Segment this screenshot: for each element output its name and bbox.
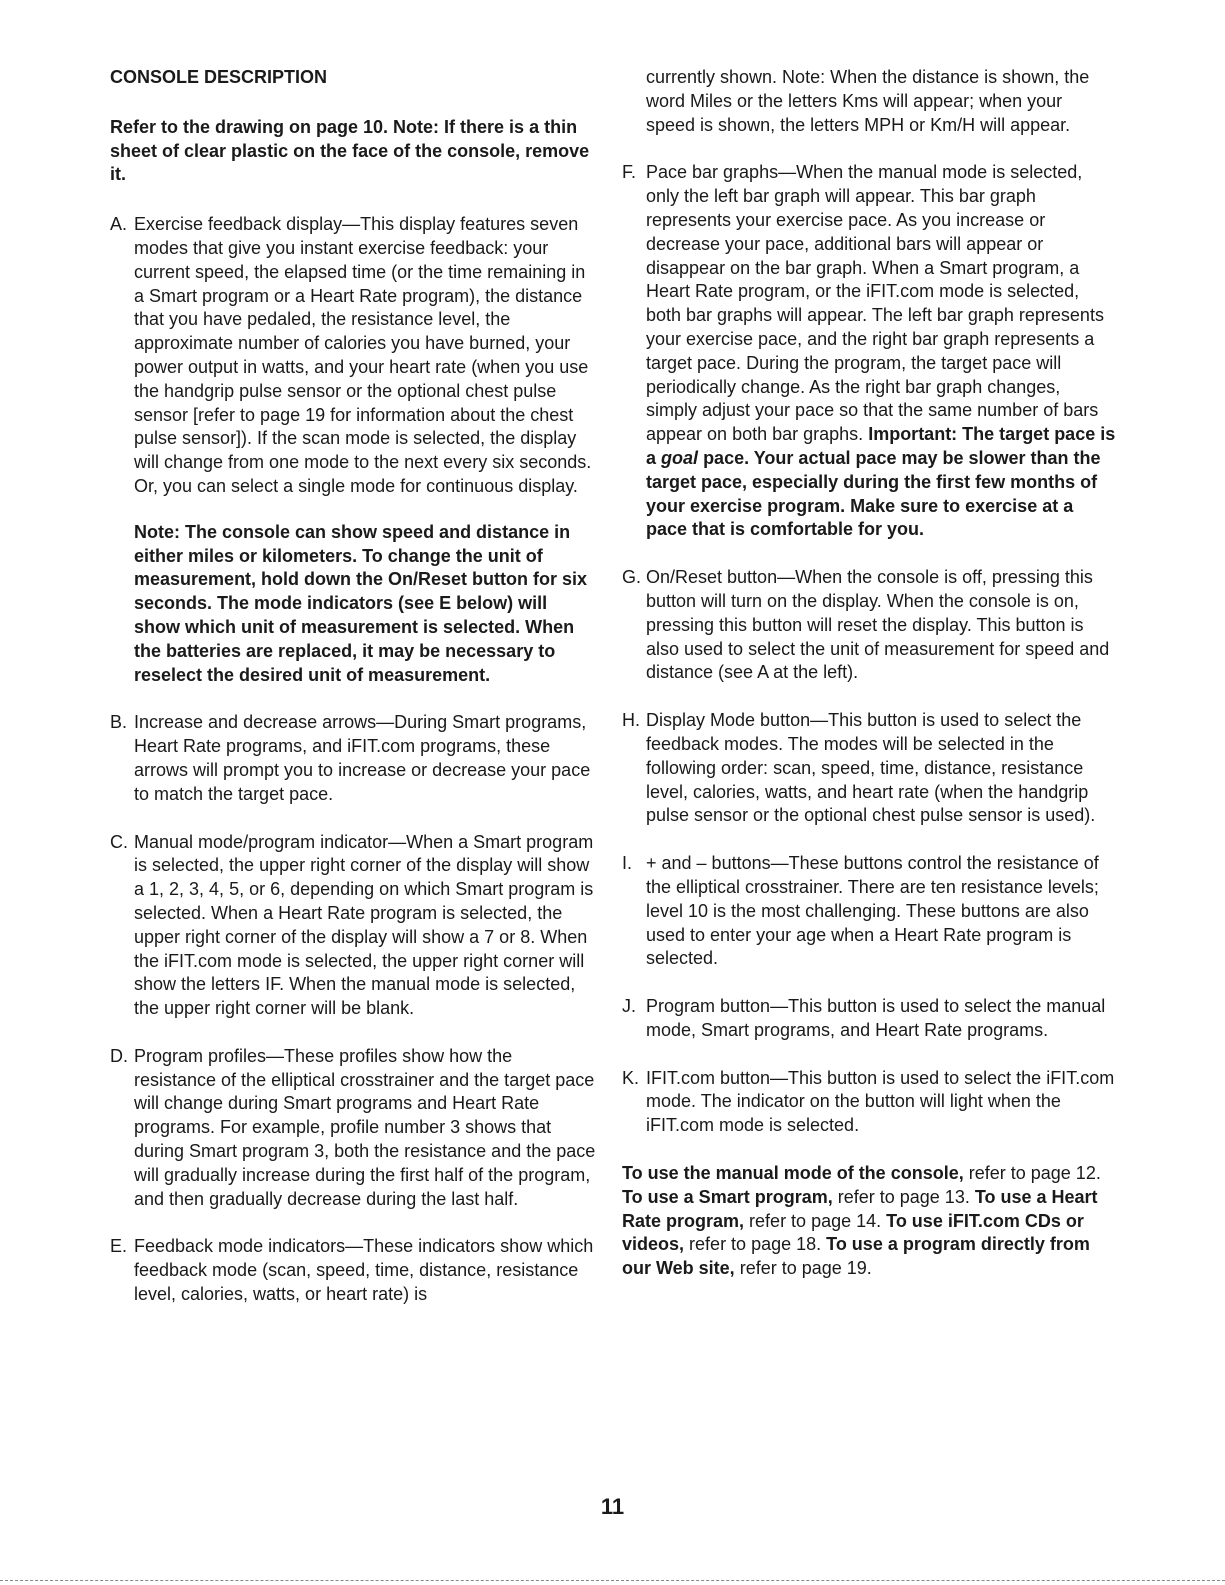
ref-text: refer to page 14. <box>749 1210 882 1231</box>
item-h <box>622 709 1116 828</box>
page-number: 11 <box>600 1494 625 1519</box>
item-text: Increase and decrease arrows—During Smart programs, Heart Rate programs, and iFIT.com programs, these arrows will prompt you to increase or decrease your pace to match the target pace. <box>134 712 591 804</box>
item-letter: J. <box>622 996 637 1017</box>
item-k <box>622 1067 1116 1138</box>
item-j <box>622 995 1116 1043</box>
important-text-a: Important: The target pace is a <box>646 424 1116 468</box>
item-f <box>622 161 1116 542</box>
ref-text: refer to page 18. <box>689 1234 822 1255</box>
cross-references <box>622 1162 1116 1281</box>
ref-ifit-cds: To use iFIT.com CDs or videos, <box>622 1210 1084 1255</box>
item-text: Exercise feedback display—This display features seven modes that give you instant exercise feedback: your current speed, the elapsed time (or the time remaining in a Smart program or a Heart Rate program), the distance that you have pedaled, the resistance level, the approximate number of calories you have burned, your power output in watts, and your heart rate (when you use the handgrip pulse sensor or the optional chest pulse sensor [refer to page 19 for information about the chest pulse sensor]). If the scan mode is selected, the display will change from one mode to the next every six seconds. Or, you can select a single mode for continuous display. <box>134 214 592 496</box>
item-e-continued <box>622 66 1116 137</box>
item-text: Pace bar graphs—When the manual mode is selected, only the left bar graph will appear. This bar graph represents your exercise pace. As you increase or decrease your pace, additional bars will appear or disappear on the bar graph. When a Smart program, a Heart Rate program, or the iFIT.com mode is selected, both bar graphs will appear. The left bar graph represents your exercise pace, and the right bar graph represents a target pace. During the program, the target pace will periodically change. As the right bar graph changes, simply adjust your pace so that the same number of bars appear on both bar graphs. <box>646 162 1104 445</box>
item-d <box>110 1045 596 1212</box>
item-text: IFIT.com button—This button is used to select the iFIT.com mode. The indicator on the button will light when the iFIT.com mode is selected. <box>646 1067 1115 1136</box>
item-letter: A. <box>110 214 128 235</box>
ref-heart-rate-program: To use a Heart Rate program, <box>622 1186 1098 1231</box>
item-text: + and – buttons—These buttons control the resistance of the elliptical crosstrainer. There are ten resistance levels; level 10 is the most challenging. These buttons are also used to enter your age when a Heart Rate program is selected. <box>646 853 1099 969</box>
item-g <box>622 566 1116 685</box>
item-text: Display Mode button—This button is used to select the feedback modes. The modes will be selected in the following order: scan, speed, time, distance, resistance level, calories, watts, and heart rate (when the handgrip pulse sensor or the optional chest pulse sensor is used). <box>646 710 1096 826</box>
item-letter: K. <box>622 1067 640 1088</box>
item-text: Program button—This button is used to select the manual mode, Smart programs, and Heart Rate programs. <box>646 996 1106 1040</box>
ref-text: refer to page 13. <box>837 1186 970 1207</box>
units-note: Note: The console can show speed and distance in either miles or kilometers. To change the unit of measurement, hold down the On/Reset button for six seconds. The mode indicators (see E below) will show which unit of measurement is selected. When the batteries are replaced, it may be necessary to reselect the desired unit of measurement. <box>134 521 588 685</box>
item-i <box>622 852 1116 971</box>
page-bottom-divider <box>0 1580 1225 1581</box>
item-c <box>110 831 596 1021</box>
item-letter: G. <box>622 567 642 588</box>
item-e <box>110 1235 596 1306</box>
item-a <box>110 213 596 499</box>
item-letter: C. <box>110 831 128 852</box>
item-text: Program profiles—These profiles show how the resistance of the elliptical crosstrainer and the target pace will change during Smart programs and Heart Rate programs. For example, profile number 3 shows that during Smart program 3, both the resistance and the pace will gradually increase during the first half of the program, and then gradually decrease during the last half. <box>134 1045 596 1209</box>
ref-smart-program: To use a Smart program, <box>622 1186 833 1207</box>
item-letter: F. <box>622 162 637 183</box>
ref-text: refer to page 12. <box>968 1163 1101 1184</box>
item-text: Manual mode/program indicator—When a Smart program is selected, the upper right corner of the display will show a 1, 2, 3, 4, 5, or 6, depending on which Smart program is selected. When a Heart Rate program is selected, the upper right corner of the display will show a 7 or 8. When the iFIT.com mode is selected, the upper right corner will show the letters IF. When the manual mode is selected, the upper right corner will be blank. <box>134 831 594 1019</box>
important-goal-word: goal <box>661 447 699 468</box>
item-letter: B. <box>110 712 128 733</box>
ref-manual-mode: To use the manual mode of the console, <box>622 1163 964 1184</box>
intro-note: Refer to the drawing on page 10. Note: If there is a thin sheet of clear plastic on the face of the console, remove it. <box>110 116 590 185</box>
item-b <box>110 711 596 806</box>
item-text: On/Reset button—When the console is off, pressing this button will turn on the display. When the console is on, pressing this button will reset the display. This button is also used to select the unit of measurement for speed and distance (see A at the left). <box>646 567 1110 683</box>
item-text: currently shown. Note: When the distance is shown, the word Miles or the letters Kms will appear; when your speed is shown, the letters MPH or Km/H will appear. <box>646 67 1090 135</box>
item-text: Feedback mode indicators—These indicators show which feedback mode (scan, speed, time, distance, resistance level, calories, watts, or heart rate) is <box>134 1236 594 1305</box>
item-letter: E. <box>110 1236 128 1257</box>
item-letter: I. <box>622 853 633 874</box>
ref-text: refer to page 19. <box>739 1258 872 1279</box>
important-text-b: pace. Your actual pace may be slower than the target pace, especially during the first few months of your exercise program. Make sure to exercise at a pace that is comfortable for you. <box>646 447 1101 540</box>
left-column <box>110 66 596 1307</box>
section-heading: CONSOLE DESCRIPTION <box>110 67 328 87</box>
item-letter: H. <box>622 710 640 731</box>
ref-web-program: To use a program directly from our Web site, <box>622 1234 1090 1279</box>
item-letter: D. <box>110 1045 128 1066</box>
right-column <box>622 66 1116 1281</box>
